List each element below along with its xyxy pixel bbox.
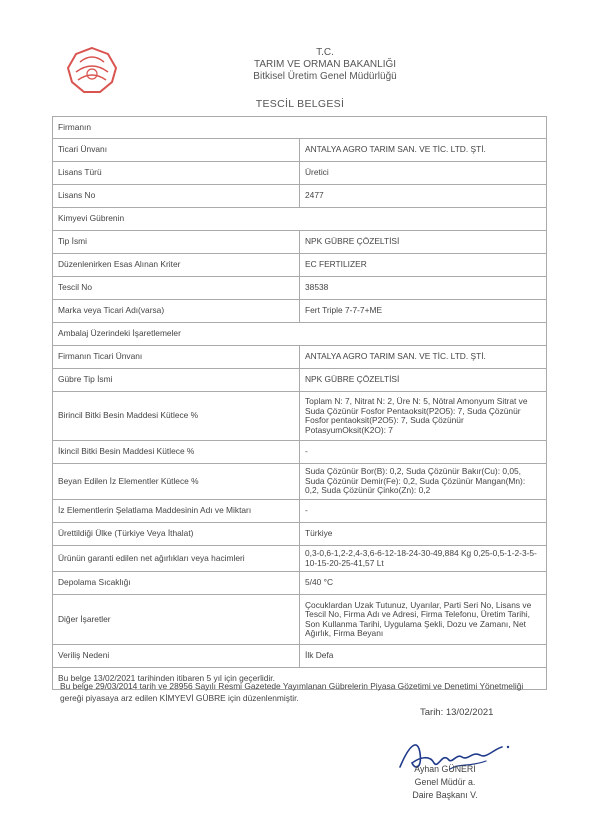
table-row bbox=[53, 392, 547, 441]
row-label: Düzenlenirken Esas Alınan Kriter bbox=[53, 254, 300, 277]
signer-title-1: Genel Müdür a. bbox=[414, 777, 476, 787]
table-row bbox=[53, 277, 547, 300]
ministry-logo bbox=[62, 44, 122, 96]
row-value: Suda Çözünür Bor(B): 0,2, Suda Çözünür Bakır(Cu): 0,05, Suda Çözünür Demir(Fe): 0,2, Suda Çözünür Mangan(Mn): 0,2, Suda Çözünür Çinko(Zn): 0,2 bbox=[300, 464, 547, 500]
regulation-note: Bu belge 29/03/2014 tarih ve 28956 Sayılı Resmi Gazetede Yayımlanan Gübrelerin Piyasa Gözetimi ve Denetimi Yönetmeliği gereği piyasaya arz edilen KİMYEVİ GÜBRE için düzenlenmiştir. bbox=[60, 681, 524, 703]
row-value: NPK GÜBRE ÇÖZELTİSİ bbox=[300, 231, 547, 254]
registration-table bbox=[52, 116, 547, 690]
row-label: Ürettildiği Ülke (Türkiye Veya İthalat) bbox=[53, 523, 300, 546]
row-label: Ticari Ünvanı bbox=[53, 139, 300, 162]
section-label: Firmanın bbox=[53, 117, 547, 139]
table-row bbox=[53, 369, 547, 392]
signer-title-2: Daire Başkanı V. bbox=[412, 790, 478, 800]
section-label: Kimyevi Gübrenin bbox=[53, 208, 547, 231]
row-value: EC FERTILIZER bbox=[300, 254, 547, 277]
row-value: 2477 bbox=[300, 185, 547, 208]
row-label: Lisans Türü bbox=[53, 162, 300, 185]
table-row bbox=[53, 645, 547, 668]
table-row bbox=[53, 595, 547, 645]
row-value: - bbox=[300, 500, 547, 523]
table-row bbox=[53, 231, 547, 254]
table-row bbox=[53, 572, 547, 595]
validity-text: Bu belge 13/02/2021 tarihinden itibaren 5 yıl için geçerlidir. bbox=[53, 668, 547, 690]
row-value: İlk Defa bbox=[300, 645, 547, 668]
header-directorate: Bitkisel Üretim Genel Müdürlüğü bbox=[253, 71, 397, 82]
table-row bbox=[53, 346, 547, 369]
section-row bbox=[53, 208, 547, 231]
row-value: ANTALYA AGRO TARIM SAN. VE TİC. LTD. ŞTİ. bbox=[300, 139, 547, 162]
table-row bbox=[53, 254, 547, 277]
section-row bbox=[53, 117, 547, 139]
row-value: 38538 bbox=[300, 277, 547, 300]
table-row bbox=[53, 185, 547, 208]
issue-date: Tarih: 13/02/2021 bbox=[420, 707, 494, 718]
row-label: Tip İsmi bbox=[53, 231, 300, 254]
row-value: 5/40 °C bbox=[300, 572, 547, 595]
signer-name: Ayhan GÜNERİ bbox=[414, 764, 476, 774]
document-title: TESCİL BELGESİ bbox=[255, 98, 345, 110]
row-value: Çocuklardan Uzak Tutunuz, Uyarılar, Parti Seri No, Lisans ve Tescil No, Firma Adı ve Adresi, Firma Telefonu, Üretim Tarihi, Son Kullanma Tarihi, Uygulama Şekli, Dozu ve Zamanı, Net Ağırlık, Firma Beyanı bbox=[300, 595, 547, 645]
row-label: Ürünün garanti edilen net ağırlıkları veya hacimleri bbox=[53, 546, 300, 572]
row-value: Toplam N: 7, Nitrat N: 2, Üre N: 5, Nötral Amonyum Sitrat ve Suda Çözünür Fosfor Pentaoksit(P2O5): 7, Suda Çözünür Fosfor pentaoksit(P2O5): 7, Suda Çözünür PotasyumOksit(K2O): 7 bbox=[300, 392, 547, 441]
row-value: NPK GÜBRE ÇÖZELTİSİ bbox=[300, 369, 547, 392]
row-value: - bbox=[300, 441, 547, 464]
row-label: Firmanın Ticari Ünvanı bbox=[53, 346, 300, 369]
section-label: Ambalaj Üzerindeki İşaretlemeler bbox=[53, 323, 547, 346]
table-row bbox=[53, 546, 547, 572]
table-row bbox=[53, 523, 547, 546]
row-label: Birincil Bitki Besin Maddesi Kütlece % bbox=[53, 392, 300, 441]
row-label: Lisans No bbox=[53, 185, 300, 208]
row-label: Diğer İşaretler bbox=[53, 595, 300, 645]
table-row bbox=[53, 500, 547, 523]
row-value: Türkiye bbox=[300, 523, 547, 546]
row-label: Marka veya Ticari Adı(varsa) bbox=[53, 300, 300, 323]
row-value: Üretici bbox=[300, 162, 547, 185]
section-row bbox=[53, 323, 547, 346]
row-value: Fert Triple 7-7-7+ME bbox=[300, 300, 547, 323]
table-row bbox=[53, 139, 547, 162]
row-label: Beyan Edilen İz Elementler Kütlece % bbox=[53, 464, 300, 500]
row-value: ANTALYA AGRO TARIM SAN. VE TİC. LTD. ŞTİ. bbox=[300, 346, 547, 369]
row-label: Tescil No bbox=[53, 277, 300, 300]
table-row bbox=[53, 300, 547, 323]
row-value: 0,3-0,6-1,2-2,4-3,6-6-12-18-24-30-49,884 Kg 0,25-0,5-1-2-3-5-10-15-20-25-41,57 Lt bbox=[300, 546, 547, 572]
table-row bbox=[53, 162, 547, 185]
row-label: İz Elementlerin Şelatlama Maddesinin Adı ve Miktarı bbox=[53, 500, 300, 523]
row-label: İkincil Bitki Besin Maddesi Kütlece % bbox=[53, 441, 300, 464]
table-row bbox=[53, 464, 547, 500]
row-label: Depolama Sıcaklığı bbox=[53, 572, 300, 595]
row-label: Gübre Tip İsmi bbox=[53, 369, 300, 392]
header-ministry: TARIM VE ORMAN BAKANLIĞI bbox=[253, 59, 397, 70]
table-row bbox=[53, 441, 547, 464]
header-tc: T.C. bbox=[316, 47, 334, 58]
row-label: Veriliş Nedeni bbox=[53, 645, 300, 668]
